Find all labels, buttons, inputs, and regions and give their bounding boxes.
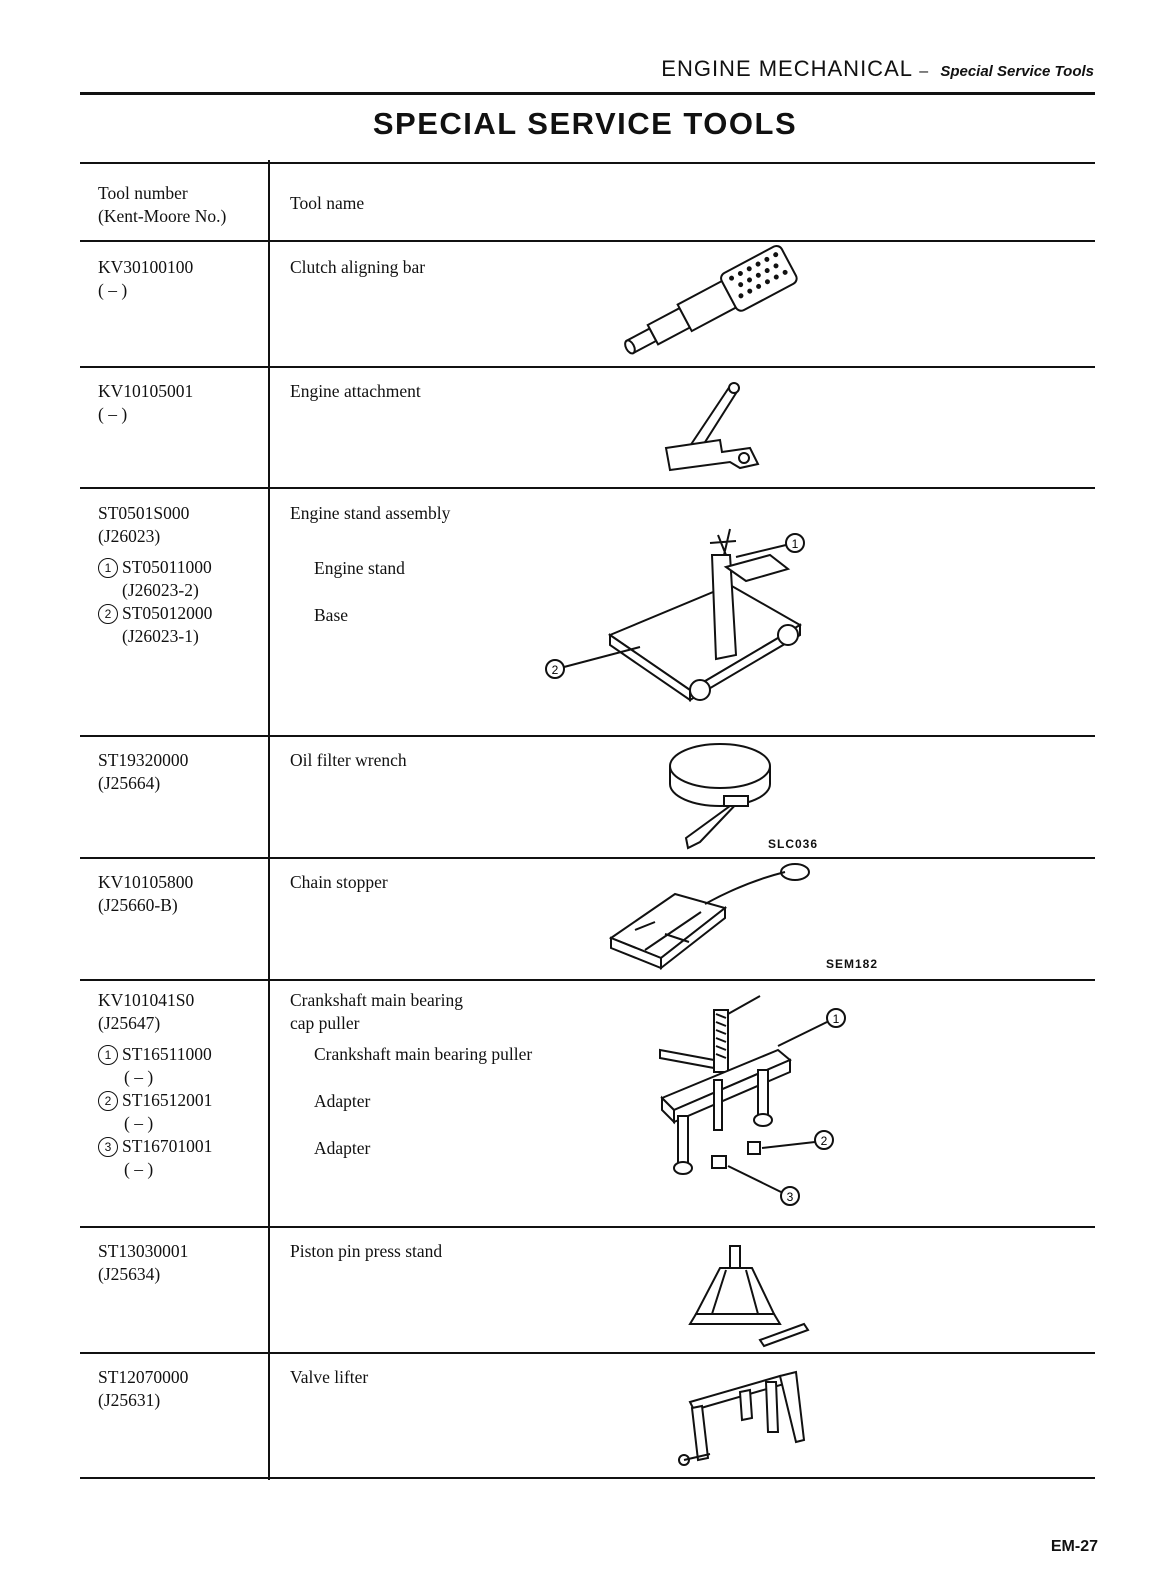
tool-name: Engine attachment bbox=[290, 381, 421, 401]
part-marker: 1 bbox=[98, 1045, 118, 1065]
part-number: ST05011000 bbox=[122, 557, 212, 577]
tool-name: Engine stand assembly bbox=[290, 503, 451, 523]
tool-number: ST0501S000 bbox=[98, 503, 190, 523]
part-number: ST16511000 bbox=[122, 1044, 212, 1064]
table-row bbox=[98, 749, 188, 795]
figure-code: SEM182 bbox=[826, 957, 879, 971]
page-number: EM-27 bbox=[1050, 1538, 1098, 1555]
table-row bbox=[98, 1366, 188, 1412]
part-marker: 3 bbox=[98, 1137, 118, 1157]
tool-number: KV10105001 bbox=[98, 381, 194, 401]
column-divider bbox=[268, 160, 270, 1480]
part-kent-number: ( – ) bbox=[124, 1113, 154, 1133]
tool-number: KV30100100 bbox=[98, 257, 194, 277]
part-name: Adapter bbox=[314, 1138, 371, 1158]
header-section: ENGINE MECHANICAL bbox=[661, 56, 913, 81]
valve-lifter-illustration bbox=[670, 1362, 820, 1472]
kent-moore-number: (J25664) bbox=[98, 773, 161, 793]
tool-name: Piston pin press stand bbox=[290, 1241, 443, 1261]
table-row bbox=[98, 502, 212, 648]
engine-stand-illustration bbox=[540, 515, 840, 725]
table-rule bbox=[80, 857, 1095, 859]
part-kent-number: (J26023-1) bbox=[122, 626, 199, 646]
part-number: ST05012000 bbox=[122, 603, 213, 623]
figure-code: SLC036 bbox=[768, 837, 819, 851]
table-row bbox=[98, 256, 193, 302]
part-marker: 2 bbox=[98, 604, 118, 624]
tools-table bbox=[80, 160, 1095, 1480]
table-rule bbox=[80, 979, 1095, 981]
header-number-line1: Tool number bbox=[98, 183, 188, 203]
kent-moore-number: (J25647) bbox=[98, 1013, 161, 1033]
part-number: ST16512001 bbox=[122, 1090, 213, 1110]
clutch-aligning-bar-illustration bbox=[590, 252, 820, 362]
callout-number: 2 bbox=[820, 1134, 828, 1148]
running-header bbox=[661, 56, 1094, 82]
tool-number: ST12070000 bbox=[98, 1367, 189, 1387]
piston-pin-press-stand-illustration bbox=[686, 1240, 816, 1350]
header-separator: – bbox=[919, 63, 930, 80]
tool-name: Chain stopper bbox=[290, 872, 388, 892]
table-rule bbox=[80, 240, 1095, 242]
tool-number: ST19320000 bbox=[98, 750, 189, 770]
table-row bbox=[98, 1240, 188, 1286]
kent-moore-number: (J25660-B) bbox=[98, 895, 178, 915]
table-rule bbox=[80, 366, 1095, 368]
kent-moore-number: ( – ) bbox=[98, 280, 128, 300]
callout-number: 3 bbox=[786, 1190, 794, 1204]
table-rule bbox=[80, 1352, 1095, 1354]
table-rule bbox=[80, 162, 1095, 164]
kent-moore-number: ( – ) bbox=[98, 404, 128, 424]
part-name: Crankshaft main bearing puller bbox=[314, 1044, 533, 1064]
table-rule bbox=[80, 1477, 1095, 1479]
bearing-cap-puller-illustration bbox=[650, 990, 860, 1215]
part-name: Base bbox=[314, 605, 349, 625]
callout-number: 1 bbox=[832, 1012, 840, 1026]
part-kent-number: ( – ) bbox=[124, 1067, 154, 1087]
tool-number: KV10105800 bbox=[98, 872, 194, 892]
tool-name-group bbox=[290, 989, 532, 1160]
tool-name: Crankshaft main bearing bbox=[290, 990, 464, 1010]
tool-name: Valve lifter bbox=[290, 1367, 369, 1387]
header-subsection: Special Service Tools bbox=[940, 63, 1094, 80]
table-rule bbox=[80, 487, 1095, 489]
table-row bbox=[98, 871, 193, 917]
part-marker: 2 bbox=[98, 1091, 118, 1111]
part-kent-number: ( – ) bbox=[124, 1159, 154, 1179]
part-kent-number: (J26023-2) bbox=[122, 580, 199, 600]
table-rule bbox=[80, 1226, 1095, 1228]
callout-number: 1 bbox=[791, 537, 799, 551]
kent-moore-number: (J26023) bbox=[98, 526, 161, 546]
kent-moore-number: (J25631) bbox=[98, 1390, 161, 1410]
chain-stopper-illustration bbox=[605, 862, 815, 972]
tool-name: Oil filter wrench bbox=[290, 750, 407, 770]
kent-moore-number: (J25634) bbox=[98, 1264, 161, 1284]
part-marker: 1 bbox=[98, 558, 118, 578]
tool-number: KV101041S0 bbox=[98, 990, 195, 1010]
header-rule bbox=[80, 92, 1095, 95]
callout-number: 2 bbox=[551, 663, 559, 677]
table-rule bbox=[80, 735, 1095, 737]
tool-name: Clutch aligning bar bbox=[290, 257, 426, 277]
header-tool-number bbox=[98, 182, 226, 228]
tool-number: ST13030001 bbox=[98, 1241, 189, 1261]
part-name: Engine stand bbox=[314, 558, 405, 578]
engine-attachment-illustration bbox=[660, 378, 770, 478]
table-row bbox=[98, 380, 193, 426]
tool-name-group bbox=[290, 502, 450, 627]
header-tool-name: Tool name bbox=[290, 193, 365, 213]
part-number: ST16701001 bbox=[122, 1136, 213, 1156]
page-title: SPECIAL SERVICE TOOLS bbox=[372, 106, 798, 141]
table-row bbox=[98, 989, 212, 1181]
tool-name-continued: cap puller bbox=[290, 1013, 360, 1033]
header-number-line2: (Kent-Moore No.) bbox=[98, 206, 227, 226]
part-name: Adapter bbox=[314, 1091, 371, 1111]
